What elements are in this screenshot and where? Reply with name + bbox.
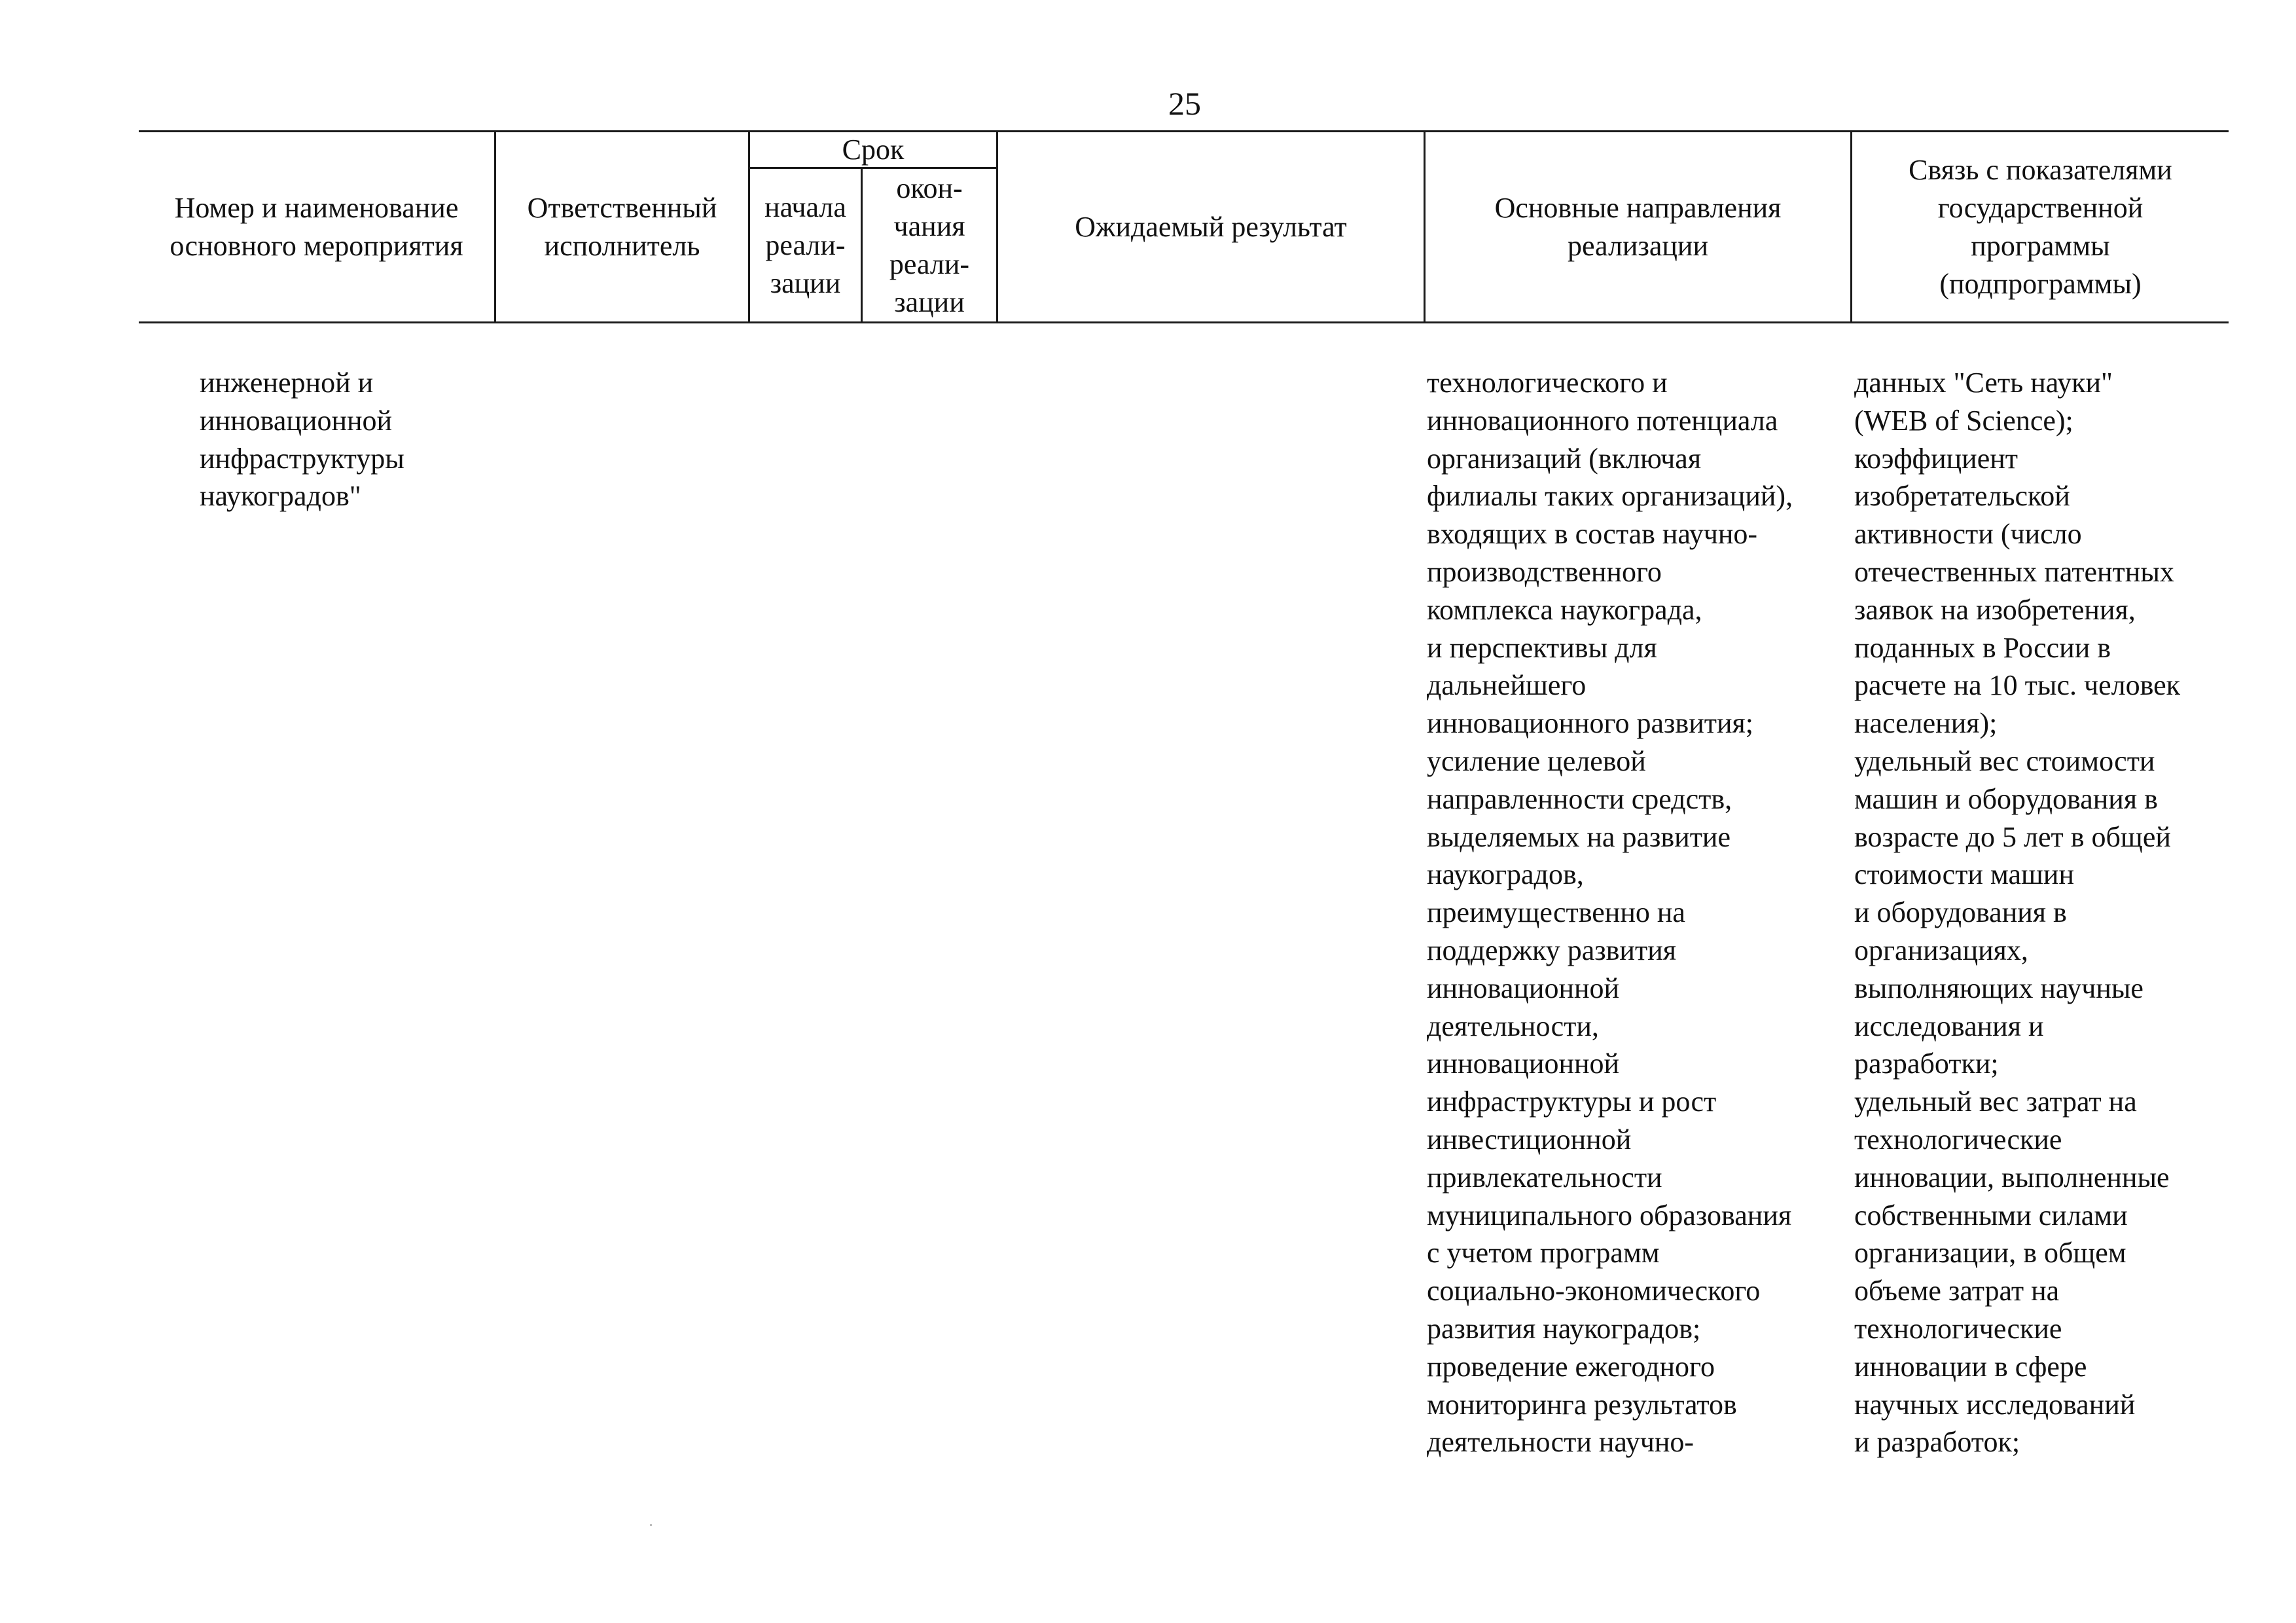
scan-speck bbox=[650, 1524, 652, 1526]
directions-text: технологического и инновационного потенциала организаций (включая филиалы таких организаций), входящих в состав научно- производственного комплекса наукограда, и перспективы для дальнейшего инновационного развития; усиление целевой направленности средств, выделяемых на развитие наукоградов, преимущественно на поддержку развития инновационной деятельности, инновационной инфраструктуры и рост инвестиционной привлекательности муниципального образования с учетом программ социально-экономического развития наукоградов; проведение ежегодного мониторинга результатов деятельности научно- bbox=[1427, 367, 1793, 1459]
page-number: 25 bbox=[1168, 85, 1201, 122]
header-directions: Основные направления реализации bbox=[1494, 191, 1782, 262]
header-expected-result: Ожидаемый результат bbox=[1075, 210, 1347, 243]
header-indicators: Связь с показателями государственной программы (подпрограммы) bbox=[1909, 153, 2172, 300]
header-term-start: начала реали- зации bbox=[764, 191, 846, 299]
header-bottom-rule bbox=[139, 321, 2229, 323]
header-responsible: Ответственный исполнитель bbox=[527, 191, 717, 262]
header-term-end: окон- чания реали- зации bbox=[889, 172, 970, 318]
indicators-text: данных "Сеть науки" (WEB of Science); коэффициент изобретательской активности (число отечественных патентных заявок на изобретения, поданных в России в расчете на 10 тыс. человек населения); удельный вес стоимости машин и оборудования в возрасте до 5 лет в общей стоимости машин и оборудования в организациях, выполняющих научные исследования и разработки; удельный вес затрат на технологические инновации, выполненные собственными силами организации, в общем объеме затрат на технологические инновации в сфере научных исследований и разработок; bbox=[1854, 367, 2181, 1459]
header-event-name: Номер и наименование основного мероприятия bbox=[170, 191, 463, 262]
event-name-text: инженерной и инновационной инфраструктуры наукоградов" bbox=[200, 367, 404, 513]
header-term: Срок bbox=[842, 133, 905, 166]
